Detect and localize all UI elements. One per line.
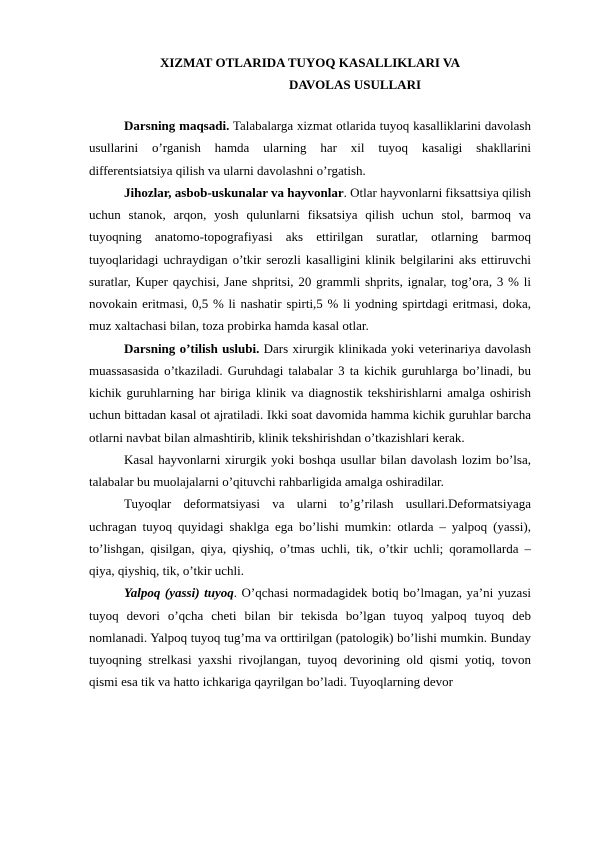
paragraph-flat-hoof-text: . O’qchasi normadagidek botiq bo’lmagan, ya’ni yuzasi tuyoq devori o’qcha cheti bilan bir tekisda bo’lgan tuyoq yalpoq tuyoq deb nomlanadi. Yalpoq tuyoq tug’ma va orttirilgan (patologik) bo’lishi mumkin. Bunday tuyoqning strelkasi yaxshi rivojlangan, tuyoq devorining old qismi yotiq, tovon qismi esa tik va hatto ichkariga qayrilgan bo’ladi. Tuyoqlarning devor <box>89 585 531 690</box>
paragraph-equipment <box>89 182 531 338</box>
document-title <box>89 52 531 96</box>
paragraph-method-text: Dars xirurgik klinikada yoki veterinariya davolash muassasasida o’tkaziladi. Guruhdagi talabalar 3 ta kichik guruhlarga bo’linadi, bu kichik guruhlarning har biriga klinik va diagnostik tekshirishlarni amalga oshirish uchun bittadan kasal ot ajratiladi. Ikki soat davomida hamma kichik guruhlar barcha otlarni navbat bilan almashtirib, klinik tekshirishdan o’tkazishlari kerak. <box>89 340 532 445</box>
document-page <box>89 52 531 694</box>
title-line-1: XIZMAT OTLARIDA TUYOQ KASALLIKLARI VA <box>159 55 461 70</box>
title-spacer <box>89 96 531 115</box>
title-line-2: DAVOLAS USULLARI <box>288 77 422 92</box>
paragraph-flat-hoof-lead: Yalpoq (yassi) tuyoq <box>124 585 234 601</box>
paragraph-deformation <box>89 493 531 582</box>
paragraph-method-lead: Darsning o’tilish uslubi. <box>124 340 260 356</box>
paragraph-treatment-text: Kasal hayvonlarni xirurgik yoki boshqa usullar bilan davolash lozim bo’lsa, talabalar bu muolajalarni o’qituvchi rahbarligida amalga oshiradilar. <box>89 451 531 489</box>
paragraph-deformation-text: Tuyoqlar deformatsiyasi va ularni to’g’rilash usullari.Deformatsiyaga uchragan tuyoq quyidagi shaklga ega bo’lishi mumkin: otlarda – yalpoq (yassi), to’lishgan, qisilgan, qiya, qiyshiq, o’tmas uchli, tik, o’tkir uchli; qoramollarda – qiya, qiyshiq, tik, o’tkir uchli. <box>89 496 531 578</box>
paragraph-goal-lead: Darsning maqsadi. <box>124 118 230 133</box>
paragraph-goal <box>89 115 531 182</box>
paragraph-equipment-text: . Otlar hayvonlarni fiksattsiya qilish uchun stanok, arqon, yosh qulunlarni fiksatsiya qilish uchun stol, barmoq va tuyoqning anatomo-topografiyasi aks ettirilgan suratlar, otlarning barmoq tuyoqlaridagi uchraydigan o’tkir serozli kasalligini klinik belgilarini aks ettiruvchi suratlar, Kuper qaychisi, Jane shpritsi, 20 grammli shprits, ignalar, tog’ora, 3 % li novokain eritmasi, 0,5 % li nashatir spirti,5 % li yodning spirtdagi eritmasi, doka, muz xaltachasi bilan, toza probirka hamda kasal otlar. <box>89 184 532 334</box>
paragraph-equipment-lead: Jihozlar, asbob-uskunalar va hayvonlar <box>124 184 344 200</box>
paragraph-method <box>89 338 531 449</box>
paragraph-treatment <box>89 449 531 494</box>
paragraph-flat-hoof <box>89 582 531 693</box>
paragraph-goal-text: Talabalarga xizmat otlarida tuyoq kasalliklarini davolash usullarini o’rganish hamda ularning har xil tuyoq kasaligi shakllarini differentsiatsiya qilish va ularni davolashni o’rgatish. <box>89 118 531 178</box>
